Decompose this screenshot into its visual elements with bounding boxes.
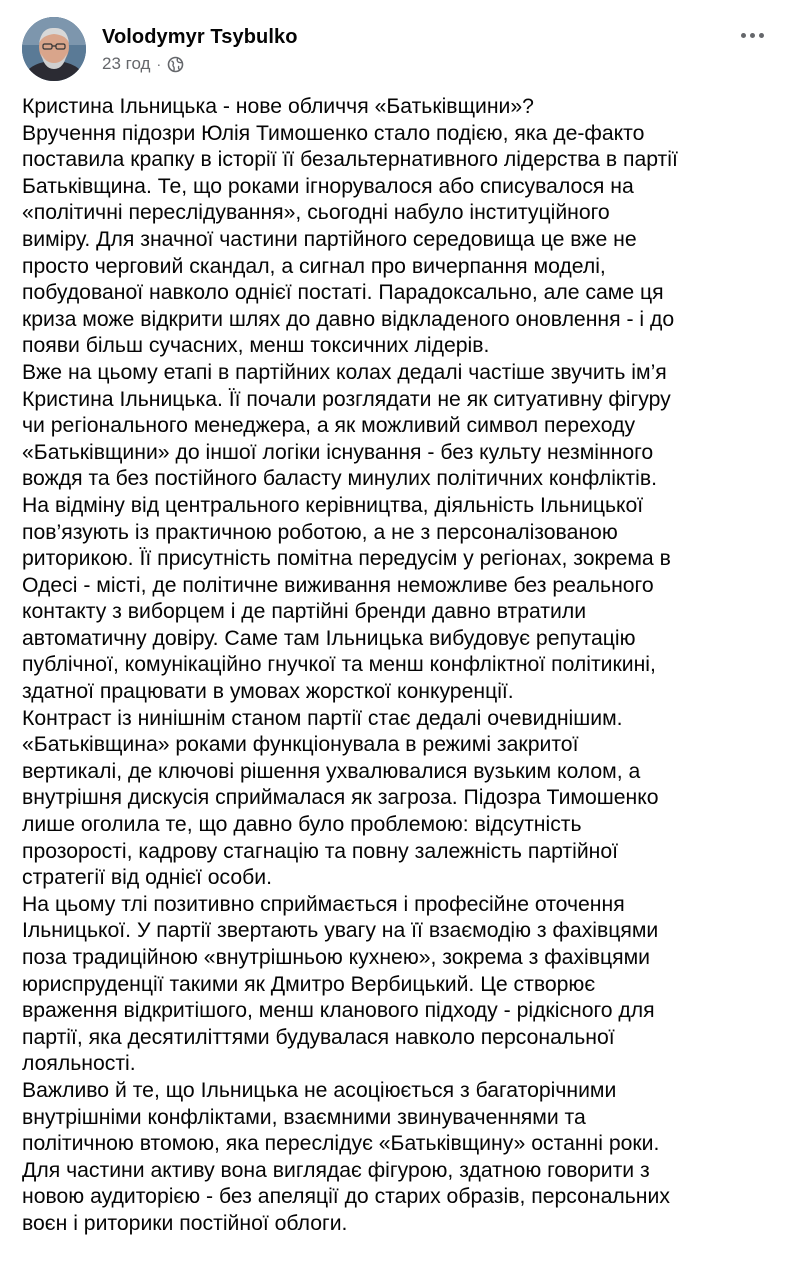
post-text-line: чи регіонального менеджера, а як можливий символ переходу [22, 414, 636, 438]
post-text-line: новою аудиторією - без апеляції до старих образів, персональних [22, 1185, 670, 1209]
post-text-line: «Батьківщина» роками функціонувала в режимі закритої [22, 733, 579, 757]
post-text-line: поза традиційною «внутрішньою кухнею», зокрема з фахівцями [22, 946, 650, 969]
post-text-line: юриспруденції такими як Дмитро Вербицький. Це створює [22, 972, 596, 996]
post-text-line: Кристина Ільницька - нове обличчя «Батьківщини»? [22, 95, 534, 118]
more-dot [750, 33, 755, 38]
post-text-line: враження відкритішого, менш кланового підходу - рідкісного для [22, 999, 655, 1023]
post-text-line: Батьківщина. Те, що роками ігнорувалося або списувалося на [22, 174, 634, 198]
post-text-line: «Батьківщини» до іншої логіки існування - без культу незмінного [22, 440, 654, 464]
post-text-line: виміру. Для значної частини партійного середовища це вже не [22, 227, 637, 251]
post-header [22, 17, 772, 83]
avatar[interactable] [22, 17, 86, 81]
post-text-line: Кристина Ільницька. Її почали розглядати не як ситуативну фігуру [22, 387, 671, 411]
post-text-line: воєн і риторики постійної облоги. [22, 1211, 348, 1235]
post-text-line: контакту з виборцем і де партійні бренди давно втратили [22, 600, 587, 624]
post-text-line: пов’язують із практичною роботою, а не з персоналізованою [22, 520, 618, 544]
post-meta [102, 53, 184, 75]
post-text-line: політичною втомою, яка переслідує «Батьківщину» останні роки. [22, 1132, 660, 1156]
post-text-line: На відміну від центрального керівництва, діяльність Ільницької [22, 493, 644, 517]
post-text-line: прозорості, кадрову стагнацію та повну залежність партійної [22, 839, 619, 863]
post-text-line: Вручення підозри Юлія Тимошенко стало подією, яка де-факто [22, 121, 645, 145]
more-options-icon[interactable] [734, 21, 770, 49]
post-text-line: вождя та без постійного баласту минулих політичних конфліктів. [22, 467, 657, 491]
post-text-line: На цьому тлі позитивно сприймається і професійне оточення [22, 892, 625, 916]
post-text-line: внутрішніми конфліктами, взаємними звинуваченнями та [22, 1105, 586, 1129]
post-text-line: Для частини активу вона виглядає фігурою, здатною говорити з [22, 1158, 650, 1182]
post-text-line: Вже на цьому етапі в партійних колах дедалі частіше звучить ім’я [22, 360, 667, 384]
post-text-line: Важливо й те, що Ільницька не асоціюється з багаторічними [22, 1078, 617, 1102]
post-text-line: появи більш сучасних, менш токсичних лідерів. [22, 334, 490, 358]
author-name[interactable]: Volodymyr Tsybulko [102, 26, 298, 48]
post-time[interactable]: 23 год [102, 54, 151, 73]
post-text-line: поставила крапку в історії її безальтернативного лідерства в партії [22, 148, 678, 172]
post-text-line: публічної, комунікаційно гнучкої та менш конфліктної політикині, [22, 653, 656, 677]
post-text-line: лояльності. [22, 1052, 136, 1076]
more-dot [759, 33, 764, 38]
post-text-line: Одесі - місті, де політичне виживання неможливе без реального [22, 573, 654, 597]
post-text-line: вертикалі, де ключові рішення ухвалювалися вузьким колом, а [22, 759, 641, 783]
post-text-line: автоматичну довіру. Саме там Ільницька вибудовує репутацію [22, 626, 636, 650]
post-text-line: лише оголила те, що давно було проблемою: відсутність [22, 813, 582, 837]
post-text-line: Контраст із нинішнім станом партії стає дедалі очевиднішим. [22, 706, 623, 730]
post-text-line: партії, яка десятиліттями будувалася навколо персональної [22, 1025, 615, 1049]
more-dot [741, 33, 746, 38]
post-text-line: криза може відкрити шлях до давно відкладеного оновлення - і до [22, 307, 675, 331]
post-text-line: Ільницької. У партії звертають увагу на її взаємодію з фахівцями [22, 919, 659, 943]
post-text-line: просто черговий скандал, а сигнал про вичерпання моделі, [22, 254, 606, 278]
post-text-line: риторикою. Її присутність помітна передусім у регіонах, зокрема в [22, 547, 671, 571]
post-text [22, 94, 782, 1238]
post-text-line: внутрішня дискусія сприймалася як загроза. Підозра Тимошенко [22, 786, 659, 810]
post-text-line: здатної працювати в умовах жорсткої конкуренції. [22, 680, 514, 704]
avatar-photo [22, 17, 86, 81]
globe-icon [167, 56, 184, 73]
post-text-line: «політичні переслідування», сьогодні набуло інституційного [22, 201, 610, 225]
meta-separator: · [156, 56, 162, 72]
post-text-line: побудованої навколо однієї постаті. Парадоксально, але саме ця [22, 281, 664, 305]
post-text-line: стратегії від однієї особи. [22, 866, 272, 890]
